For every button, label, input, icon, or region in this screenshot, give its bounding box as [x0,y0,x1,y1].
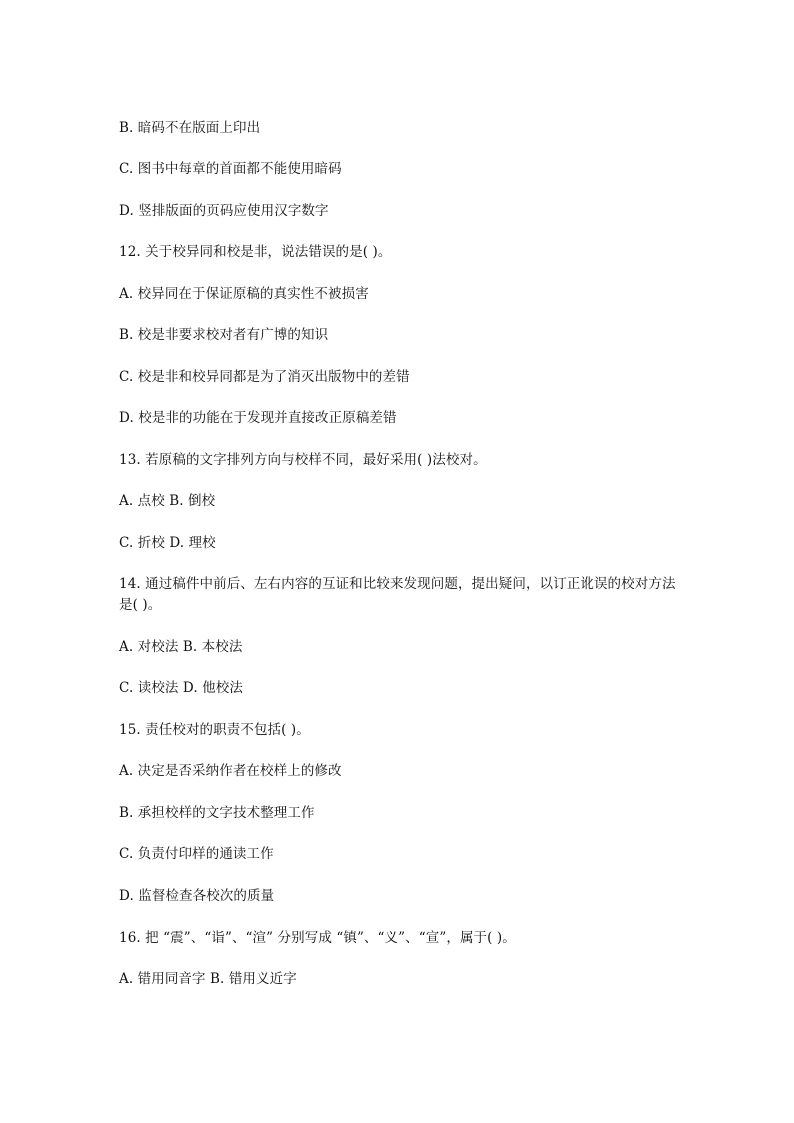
option-c-q11: C. 图书中每章的首面都不能使用暗码 [119,161,342,177]
question-15: 15. 责任校对的职责不包括( )。 [119,722,310,738]
options-ab-q16: A. 错用同音字 B. 错用义近字 [119,971,297,987]
options-ab-q14: A. 对校法 B. 本校法 [119,639,243,655]
question-14: 14. 通过稿件中前后、左右内容的互证和比较来发现问题，提出疑问，以订正讹误的校对方法是( )。 [119,576,676,613]
question-13: 13. 若原稿的文字排列方向与校样不同，最好采用( )法校对。 [119,452,487,468]
option-d-q11: D. 竖排版面的页码应使用汉字数字 [119,203,329,219]
question-12: 12. 关于校异同和校是非，说法错误的是( )。 [119,244,392,260]
option-d-q12: D. 校是非的功能在于发现并直接改正原稿差错 [119,410,397,426]
option-b-q12: B. 校是非要求校对者有广博的知识 [119,327,329,343]
question-16: 16. 把 “震”、“诣”、“渲” 分别写成 “镇”、“义”、“宣”，属于( )。 [119,930,516,946]
option-a-q15: A. 决定是否采纳作者在校样上的修改 [119,763,342,779]
option-c-q15: C. 负责付印样的通读工作 [119,846,274,862]
options-cd-q13: C. 折校 D. 理校 [119,535,216,551]
options-cd-q14: C. 读校法 D. 他校法 [119,680,243,696]
option-b-q15: B. 承担校样的文字技术整理工作 [119,805,315,821]
option-c-q12: C. 校是非和校异同都是为了消灭出版物中的差错 [119,369,410,385]
option-d-q15: D. 监督检查各校次的质量 [119,888,275,904]
option-a-q12: A. 校异同在于保证原稿的真实性不被损害 [119,286,369,302]
option-b-q11: B. 暗码不在版面上印出 [119,120,261,136]
options-ab-q13: A. 点校 B. 倒校 [119,493,216,509]
